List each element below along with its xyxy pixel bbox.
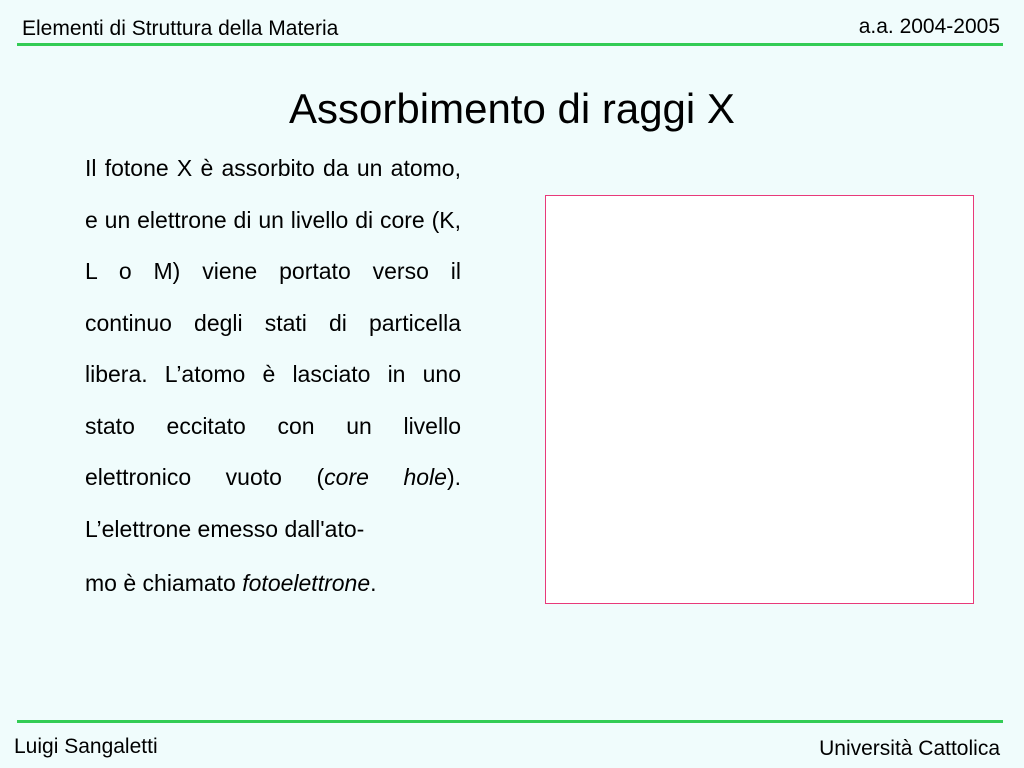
body-last-line xyxy=(85,558,461,610)
body-text-part1: Il fotone X è assorbito da un atomo, e un elettrone di un livello di core (K, L o M) viene portato verso il continuo degli stati di particella libera. L’atomo è lasciato in uno stato eccitato con un livello elettronico vuoto ( xyxy=(85,155,461,490)
body-text-part4: . xyxy=(370,570,377,596)
body-text-part2: ). L’elettrone emesso dall'ato- xyxy=(85,464,461,542)
footer-university: Università Cattolica xyxy=(819,737,1000,760)
term-fotoelettrone: fotoelettrone xyxy=(242,570,371,596)
term-core-hole: core hole xyxy=(324,464,447,490)
footer-divider xyxy=(17,720,1003,723)
header-divider xyxy=(17,43,1003,46)
course-title: Elementi di Struttura della Materia xyxy=(22,17,339,40)
slide-title: Assorbimento di raggi X xyxy=(289,85,735,132)
figure-placeholder xyxy=(545,195,974,604)
academic-year: a.a. 2004-2005 xyxy=(858,15,1000,38)
footer-author: Luigi Sangaletti xyxy=(14,735,158,758)
body-paragraph xyxy=(85,143,461,610)
body-text-part3: mo è chiamato xyxy=(85,570,243,596)
